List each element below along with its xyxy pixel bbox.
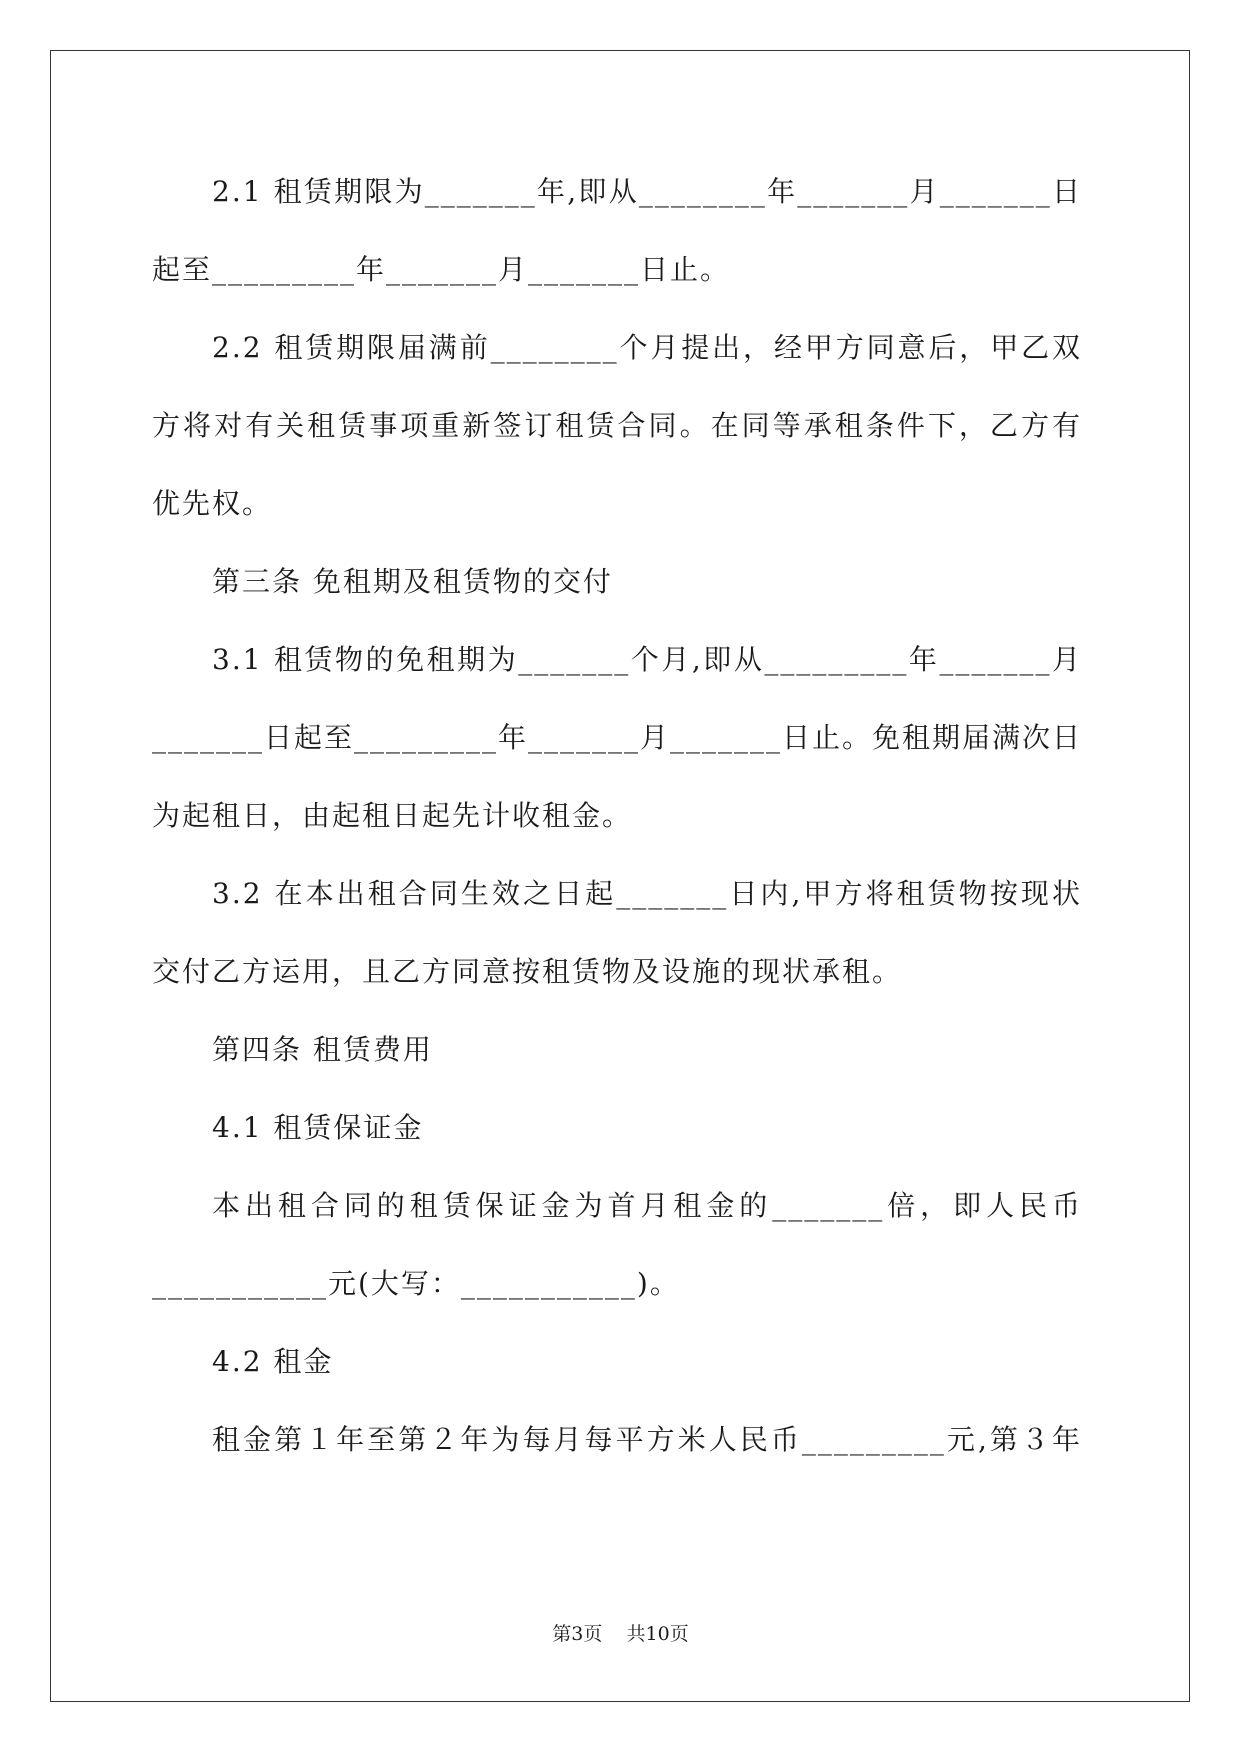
clause-4-1-heading: 4.1 租赁保证金	[212, 1111, 424, 1144]
clause-2-2-line-1: 2.2 租赁期限届满前________个月提出，经甲方同意后，甲乙双	[212, 331, 1082, 364]
clause-3-2-line-2: 交付乙方运用，且乙方同意按租赁物及设施的现状承租。	[152, 955, 903, 988]
clause-4-2-line-1: 租金第１年至第２年为每月每平方米人民币_________元,第３年	[212, 1423, 1082, 1456]
clause-3-1-line-1: 3.1 租赁物的免租期为_______个月,即从_________年_______月	[212, 643, 1082, 676]
clause-3-2-line-1: 3.2 在本出租合同生效之日起_______日内,甲方将租赁物按现状	[212, 877, 1082, 910]
clause-2-2-line-3: 优先权。	[152, 487, 273, 520]
clause-4-1-line-2: ___________元(大写：___________)。	[152, 1267, 680, 1300]
page-number-footer: 第3页 共10页	[552, 1623, 689, 1645]
clause-3-1-line-3: 为起租日，由起租日起先计收租金。	[152, 799, 633, 832]
clause-2-2-line-2: 方将对有关租赁事项重新签订租赁合同。在同等承租条件下，乙方有	[152, 409, 1082, 442]
clause-2-1-line-2: 起至_________年_______月_______日止。	[152, 253, 731, 286]
clause-4-2-heading: 4.2 租金	[212, 1345, 334, 1378]
clause-4-1-line-1: 本出租合同的租赁保证金为首月租金的_______倍，即人民币	[212, 1189, 1082, 1222]
article-4-heading: 第四条 租赁费用	[212, 1033, 433, 1066]
clause-3-1-line-2: _______日起至_________年_______月_______日止。免租期届满次日	[152, 721, 1083, 754]
article-3-heading: 第三条 免租期及租赁物的交付	[212, 565, 613, 598]
clause-2-1-line-1: 2.1 租赁期限为_______年,即从________年_______月_______日	[212, 175, 1082, 208]
